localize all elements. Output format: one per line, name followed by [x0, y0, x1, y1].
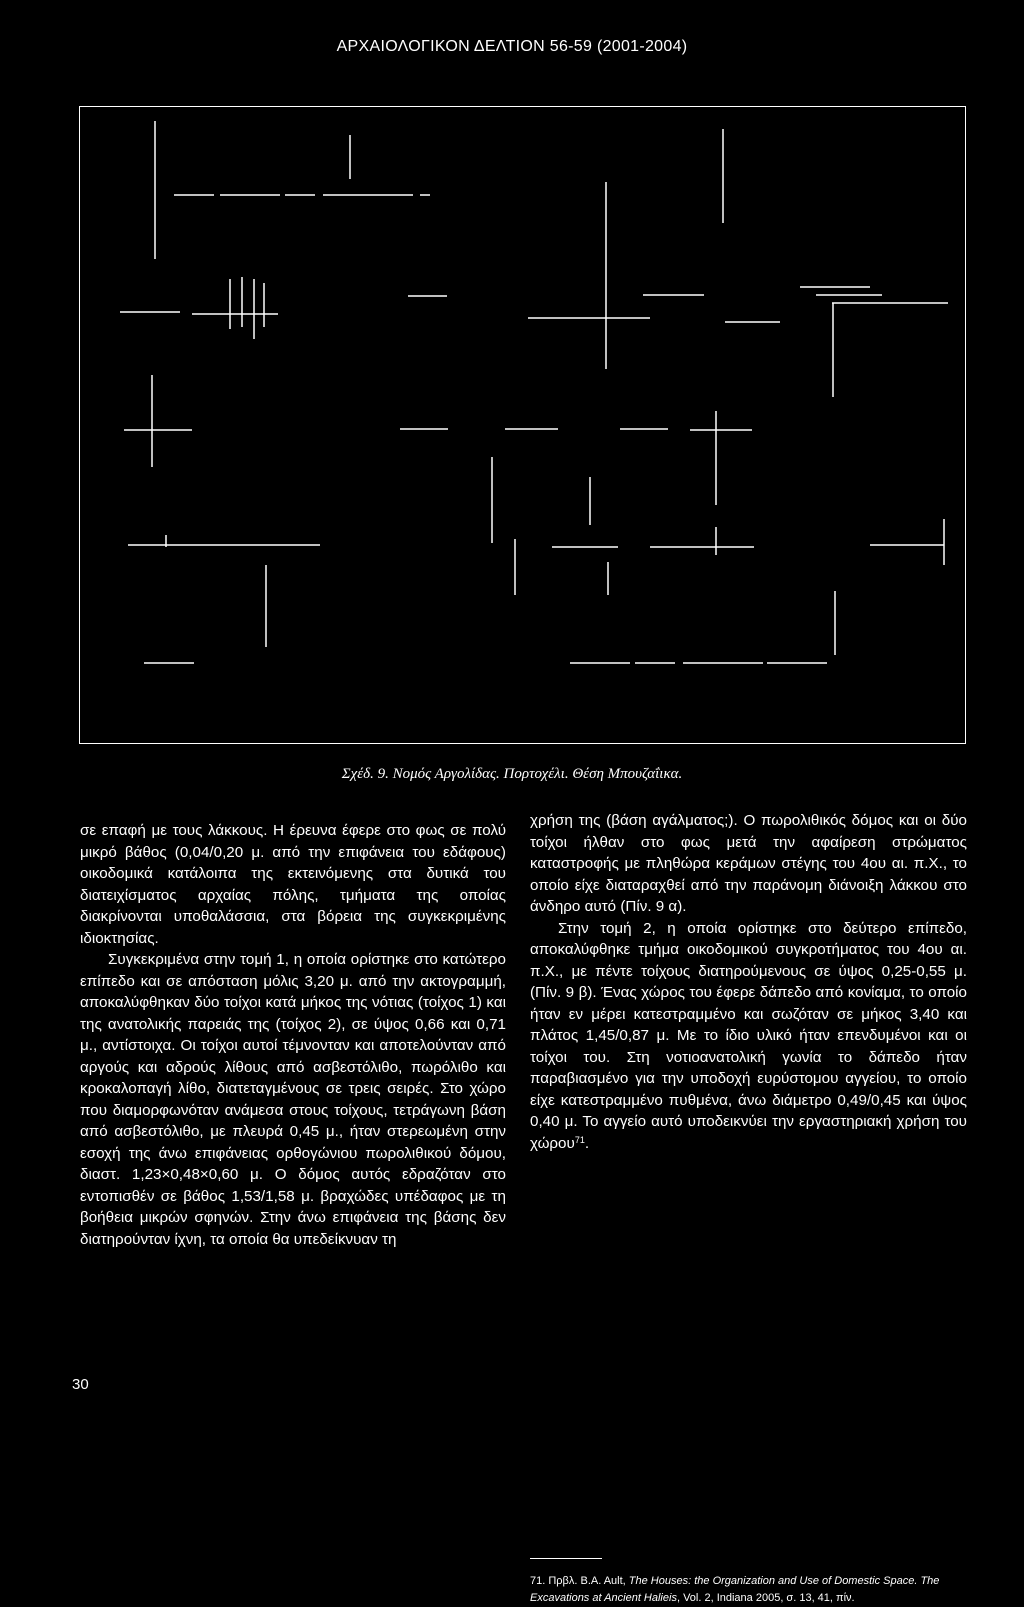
- figure-caption: Σχέδ. 9. Νομός Αργολίδας. Πορτοχέλι. Θέση Μπουζαΐικα.: [341, 766, 683, 782]
- paragraph-text: Στην τομή 2, η οποία ορίστηκε στο δεύτερο επίπεδο, αποκαλύφθηκε τμήμα οικοδομικού συγκροτήματος του 4ου αι. π.Χ., με πέντε τοίχους διατηρούμενους σε ύψος 0,25-0,55 μ. (Πίν. 9 β). Ένας χώρος του έφερε δάπεδο από κονίαμα, το οποίο ήταν εν μέρει κατεστραμμένο και σωζόταν σε μήκος 3,40 και πλάτος 1,45/0,87 μ. Με το ίδιο υλικό ήταν επενδυμένοι και οι τοίχοι του. Στη νοτιοανατολική γωνία το δάπεδο ήταν παραβιασμένο για την υποδοχή ευρύστομου αγγείου, το οποίο είχε κατεστραμμένο πυθμένα, άνω διάμετρο 0,49/0,45 και ύψος 0,40 μ. Το αγγείο αυτό υποδεικνύει την εργαστηριακή χρήση του χώρου: [530, 919, 967, 1152]
- paragraph: σε επαφή με τους λάκκους. Η έρευνα έφερε στο φως σε πολύ μικρό βάθος (0,04/0,20 μ. από την επιφάνεια του εδάφους) οικοδομικά κατάλοιπα της εκτεινόμενης στα δυτικά του διατειχίσματος αρχαίας πόλης, τμήματα της οποίας διακρίνονται υποθαλάσσια, στα βόρεια της συγκεκριμένης ιδιοκτησίας.: [80, 822, 506, 947]
- paragraph: χρήση της (βάση αγάλματος;). Ο πωρολιθικός δόμος και οι δύο τοίχοι ήλθαν στο φως μετά την αφαίρεση στρώματος καταστροφής με πληθώρα κεράμων στέγης του 4ου αι. π.Χ., το οποίο είχε διαταραχθεί από την παράνομη διάνοιξη λάκκου στο άνδηρο αυτό (Πίν. 9 α).: [530, 812, 967, 915]
- footnote-separator: [530, 1558, 602, 1559]
- running-header: ΑΡΧΑΙΟΛΟΓΙΚΟΝ ΔΕΛΤΙΟΝ 56-59 (2001-2004): [336, 38, 688, 55]
- page-number: 30: [72, 1376, 89, 1393]
- footnote-reference: 71: [574, 1134, 585, 1145]
- footnote-71: [530, 1573, 967, 1607]
- footnote-title: The Houses: the Organization and Use of Domestic Space. The Excavations at Ancient Halieis: [530, 1575, 940, 1604]
- paragraph: Συγκεκριμένα στην τομή 1, η οποία ορίστηκε στο κατώτερο επίπεδο και σε απόσταση μόλις 3,20 μ. από την ακτογραμμή, αποκαλύφθηκαν δύο τοίχοι κατά μήκος της νότιας (τοίχος 1) και της ανατολικής παρειάς της (τοίχος 2), σε ύψος 0,66 και 0,71 μ., αντίστοιχα. Οι τοίχοι αυτοί τέμνονταν και αποτελούνταν από αργούς και αδρούς λίθους από ασβεστόλιθο, πωρόλιθο και κροκαλοπαγή λίθο, διατεταγμένους σε τρεις σειρές. Στο χώρο που διαμορφωνόταν ανάμεσα στους τοίχους, τετράγωνη βάση από ασβεστόλιθο, με πλευρά 0,45 μ., ήταν στερεωμένη στην εσοχή της άνω επιφάνειας ορθογώνιου πωρολιθικού δόμου, διαστ. 1,23×0,48×0,60 μ. Ο δόμος αυτός εδραζόταν στο εντοπισθέν σε βάθος 1,53/1,58 μ. βραχώδες υπέδαφος με τη βοήθεια μικρών σφηνών. Στην άνω επιφάνεια της βάσης δεν διατηρούνταν ίχνη, τα οποία θα υπεδείκνυαν τη: [80, 951, 506, 1248]
- site-plan-figure: [79, 106, 966, 744]
- paragraph: [530, 918, 967, 1155]
- paragraph-end: .: [584, 1134, 590, 1152]
- left-text-column: [80, 820, 506, 1250]
- right-text-column: [530, 810, 967, 1154]
- footnote-tail: , Vol. 2, Indiana 2005, σ. 13, 41, πίν.: [676, 1592, 855, 1604]
- site-plan-drawing: [80, 107, 967, 745]
- footnote-lead: 71. Πρβλ. B.A. Ault,: [530, 1575, 629, 1587]
